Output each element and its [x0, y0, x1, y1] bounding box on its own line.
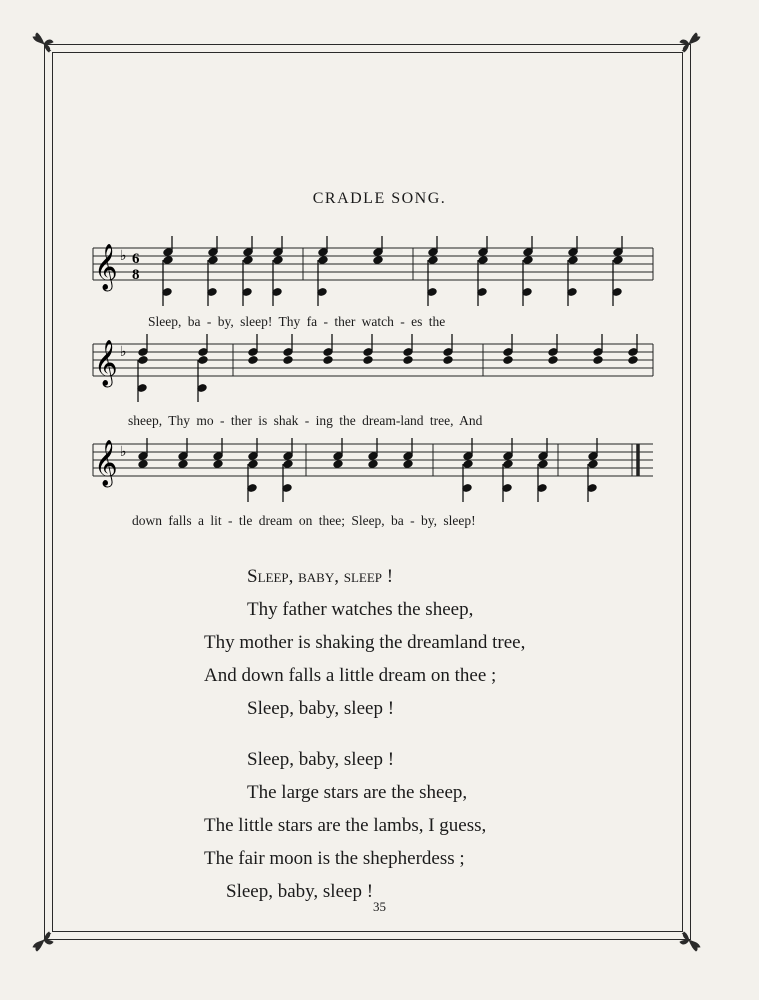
- poem-line: Thy father watches the sheep,: [247, 599, 474, 620]
- corner-ornament-icon: [668, 919, 702, 953]
- poem-line: [247, 560, 393, 594]
- note-head: [323, 356, 333, 365]
- poem-line: And down falls a little dream on thee ;: [204, 665, 497, 686]
- corner-ornament-icon: [668, 31, 702, 65]
- note-head: [318, 256, 328, 265]
- poem-line: Sleep, baby, sleep !: [226, 881, 374, 902]
- note-head: [568, 256, 578, 265]
- note-head: [628, 356, 638, 365]
- treble-clef-icon: 𝄞: [94, 340, 118, 386]
- corner-ornament-icon: [31, 31, 65, 65]
- treble-clef-icon: 𝄞: [94, 440, 118, 486]
- note-head: [213, 460, 223, 469]
- note-head: [248, 356, 258, 365]
- note-head: [138, 356, 148, 365]
- lyric-line-1: Sleep, ba - by, sleep! Thy fa - ther watch - es the: [148, 314, 446, 329]
- music-staff-3: [88, 432, 658, 512]
- note-head: [373, 256, 383, 265]
- song-title: CRADLE SONG.: [312, 190, 447, 207]
- note-head: [333, 460, 343, 469]
- note-head: [613, 256, 623, 265]
- lyric-line-3: down falls a lit - tle dream on thee; Sleep, ba - by, sleep!: [132, 513, 476, 528]
- note-head: [368, 460, 378, 469]
- note-head: [548, 356, 558, 365]
- time-sig-top: 6: [132, 251, 140, 267]
- note-head: [163, 256, 173, 265]
- note-head: [403, 460, 413, 469]
- music-staff-2: [88, 332, 658, 412]
- note-head: [403, 356, 413, 365]
- note-group: [162, 236, 623, 306]
- poem-line: The fair moon is the shepherdess ;: [204, 848, 465, 869]
- note-head: [273, 256, 283, 265]
- note-head: [428, 256, 438, 265]
- note-head: [198, 356, 208, 365]
- poem-line: Thy mother is shaking the dreamland tree,: [204, 632, 526, 653]
- note-head: [178, 460, 188, 469]
- page-number: 35: [373, 899, 386, 914]
- poem-line: Sleep, baby, sleep !: [247, 698, 395, 719]
- note-head: [208, 256, 218, 265]
- note-head: [503, 356, 513, 365]
- flat-sign-icon: ♭: [120, 345, 127, 360]
- note-head: [443, 356, 453, 365]
- poem-line: The little stars are the lambs, I guess,: [204, 815, 487, 836]
- poem-line: Sleep, baby, sleep !: [247, 749, 395, 770]
- note-head: [588, 460, 598, 469]
- music-staff-1: [88, 236, 658, 316]
- note-head: [248, 460, 258, 469]
- flat-sign-icon: ♭: [120, 445, 127, 460]
- treble-clef-icon: 𝄞: [94, 244, 118, 290]
- lyric-line-2: sheep, Thy mo - ther is shak - ing the dream-land tree, And: [128, 413, 483, 428]
- flat-sign-icon: ♭: [120, 249, 127, 264]
- note-head: [283, 460, 293, 469]
- note-head: [523, 256, 533, 265]
- corner-ornament-icon: [31, 919, 65, 953]
- note-head: [283, 356, 293, 365]
- note-head: [243, 256, 253, 265]
- note-head: [463, 460, 473, 469]
- note-group: [138, 438, 598, 502]
- poem-line: The large stars are the sheep,: [247, 782, 468, 803]
- note-head: [503, 460, 513, 469]
- note-head: [593, 356, 603, 365]
- note-head: [538, 460, 548, 469]
- poem-line-text: Sleep, baby, sleep !: [247, 566, 394, 587]
- note-head: [478, 256, 488, 265]
- note-head: [138, 460, 148, 469]
- time-sig-bottom: 8: [132, 267, 140, 283]
- note-head: [363, 356, 373, 365]
